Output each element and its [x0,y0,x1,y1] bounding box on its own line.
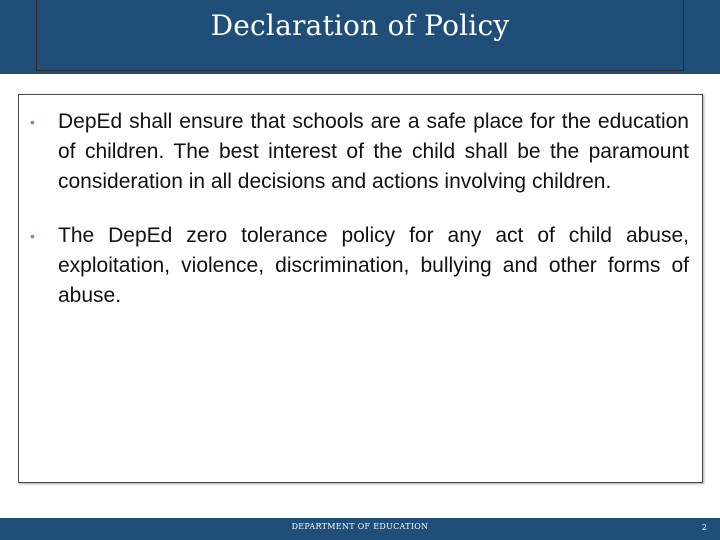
bullet-marker: • [30,228,35,244]
content-box [18,94,703,483]
slide-title: Declaration of Policy [210,9,510,42]
title-bar [0,0,720,74]
bullet-marker: • [30,114,35,130]
bullet-text: DepEd shall ensure that schools are a safe place for the education of children. The best interest of the child shall be the paramount consideration in all decisions and actions involving children. [58,110,689,193]
bullet-item [30,221,689,311]
footer-bar [0,518,720,540]
page-number: 2 [701,523,707,532]
bullet-list [19,95,702,311]
bullet-item [30,107,689,197]
footer-label: DEPARTMENT OF EDUCATION [291,522,429,531]
bullet-text: The DepEd zero tolerance policy for any act of child abuse, exploitation, violence, discrimination, bullying and other forms of abuse. [58,224,689,307]
